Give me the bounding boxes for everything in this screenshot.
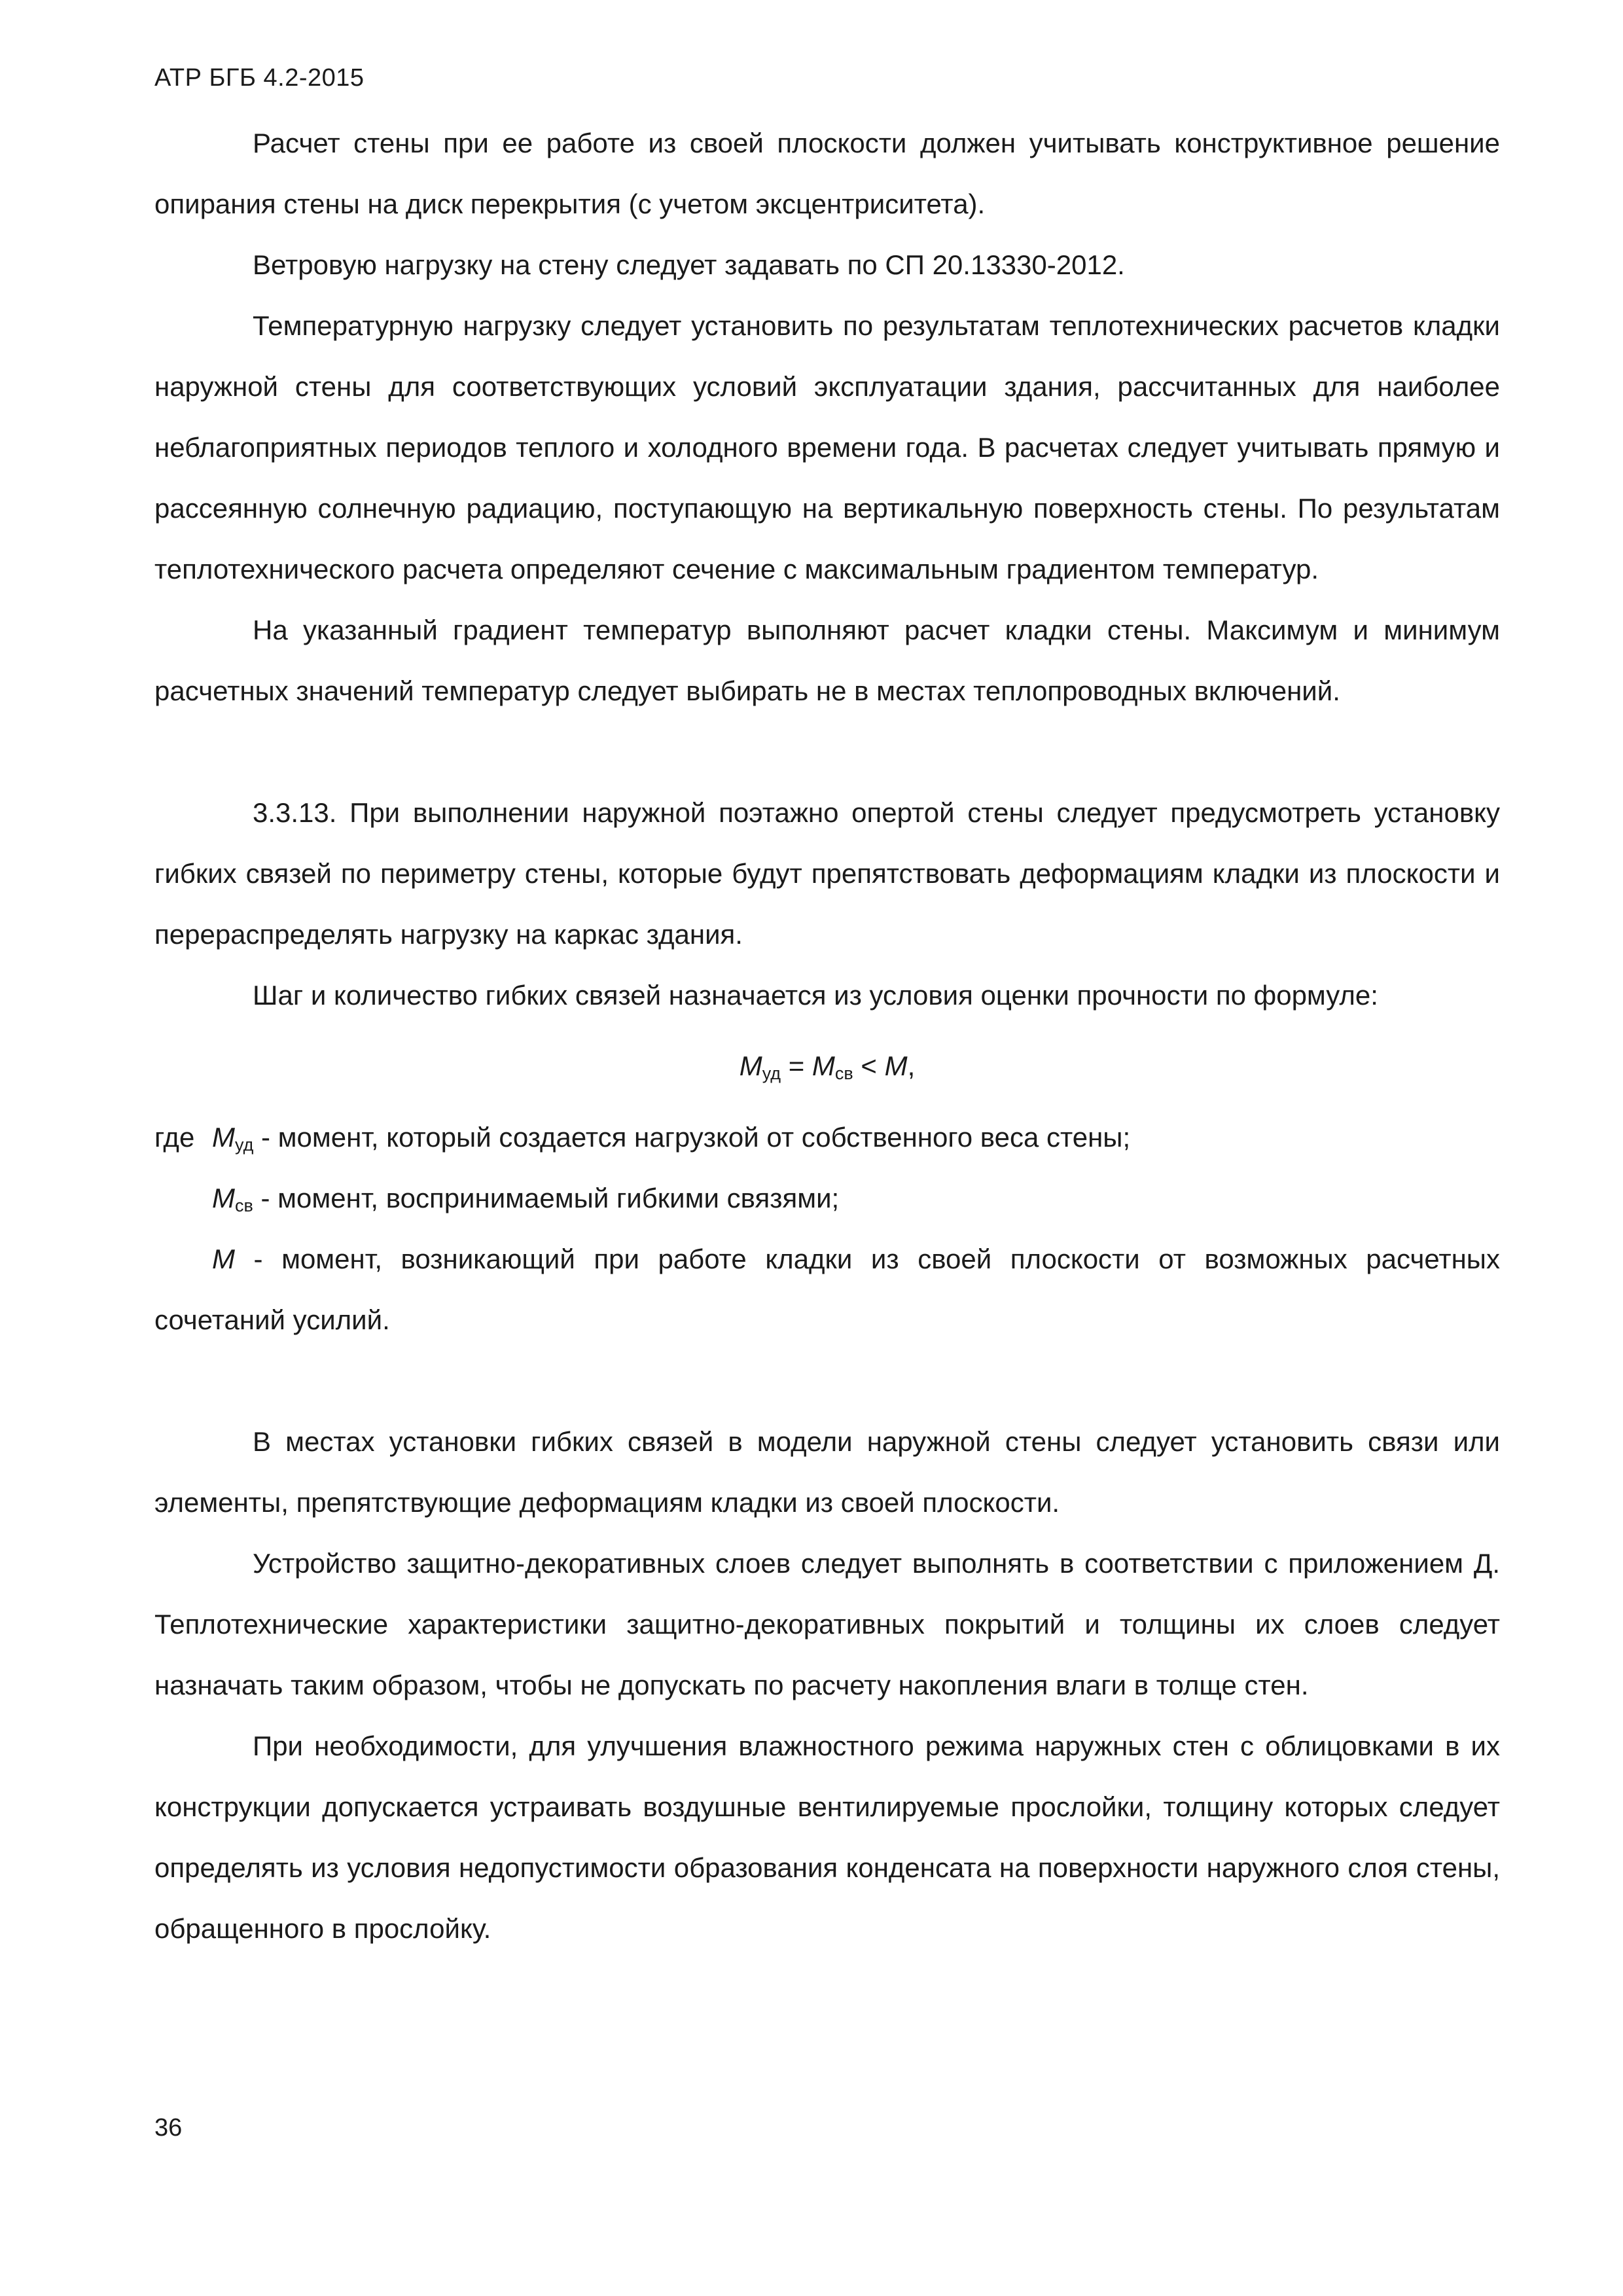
formula-mid-sub: св — [834, 1064, 853, 1083]
formula-lhs-sub: уд — [762, 1064, 781, 1083]
page-number: 36 — [154, 2114, 183, 2142]
definition-m — [154, 1229, 1500, 1350]
paragraph-temperature-load: Температурную нагрузку следует установить по результатам теплотехнических расчетов кладки наружной стены для соответствующих условий эксплуатации здания, рассчитанных для наиболее неблагоприятных периодов теплого и холодного времени года. В расчетах следует учитывать прямую и рассеянную солнечную радиацию, поступающую на вертикальную поверхность стены. По результатам теплотехнического расчета определяют сечение с максимальным градиентом температур. — [154, 310, 1500, 584]
paragraph-temperature-gradient: На указанный градиент температур выполняют расчет кладки стены. Максимум и минимум расчетных значений температур следует выбирать не в местах теплопроводных включений. — [154, 615, 1500, 706]
formula-equals: = — [781, 1050, 812, 1081]
definition-m-text: - момент, возникающий при работе кладки из своей плоскости от возможных расчетных сочетаний усилий. — [154, 1244, 1500, 1335]
formula-tail: , — [907, 1050, 916, 1081]
definition-m-ud-text: - момент, который создается нагрузкой от собственного веса стены; — [253, 1122, 1131, 1153]
definition-m-sv-symbol: M — [212, 1183, 235, 1213]
strength-formula — [154, 1026, 1500, 1107]
section-gap-2 — [154, 1350, 1500, 1411]
paragraph-wall-calculation: Расчет стены при ее работе из своей плоскости должен учитывать конструктивное решение опирания стены на диск перекрытия (с учетом эксцентриситета). — [154, 128, 1500, 219]
definition-m-symbol: M — [212, 1244, 235, 1274]
formula-mid-symbol: M — [812, 1050, 835, 1081]
definition-m-ud-sub: уд — [235, 1135, 254, 1155]
formula-rhs-symbol: M — [884, 1050, 908, 1081]
document-header: АТР БГБ 4.2-2015 — [154, 64, 365, 92]
paragraph-ties-modeling: В местах установки гибких связей в модели наружной стены следует установить связи или элементы, препятствующие деформациям кладки из своей плоскости. — [154, 1426, 1500, 1518]
formula-less-than: < — [853, 1050, 885, 1081]
paragraph-decorative-layers: Устройство защитно-декоративных слоев следует выполнять в соответствии с приложением Д. Теплотехнические характеристики защитно-декоративных покрытий и толщины их слоев следует назначать таким образом, чтобы не допускать по расчету накопления влаги в толще стен. — [154, 1548, 1500, 1700]
section-gap — [154, 721, 1500, 782]
definition-m-sv — [154, 1168, 1500, 1229]
definition-m-sv-sub: св — [235, 1196, 253, 1215]
formula-lhs-symbol: M — [739, 1050, 762, 1081]
paragraph-formula-intro: Шаг и количество гибких связей назначается из условия оценки прочности по формуле: — [253, 980, 1378, 1011]
definition-where-label: где — [154, 1122, 195, 1153]
paragraph-wind-load: Ветровую нагрузку на стену следует задавать по СП 20.13330-2012. — [253, 249, 1125, 280]
paragraph-ventilated-gaps: При необходимости, для улучшения влажностного режима наружных стен с облицовками в их конструкции допускается устраивать воздушные вентилируемые прослойки, толщину которых следует определять из условия недопустимости образования конденсата на поверхности наружного слоя стены, обращенного в прослойку. — [154, 1731, 1500, 1944]
paragraph-section-3-3-13: 3.3.13. При выполнении наружной поэтажно опертой стены следует предусмотреть установку гибких связей по периметру стены, которые будут препятствовать деформациям кладки из плоскости и перераспределять нагрузку на каркас здания. — [154, 797, 1500, 950]
definition-m-ud — [154, 1107, 1500, 1168]
document-body — [154, 113, 1500, 1959]
definition-m-sv-text: - момент, воспринимаемый гибкими связями; — [253, 1183, 840, 1213]
definition-m-ud-symbol: M — [212, 1122, 235, 1153]
